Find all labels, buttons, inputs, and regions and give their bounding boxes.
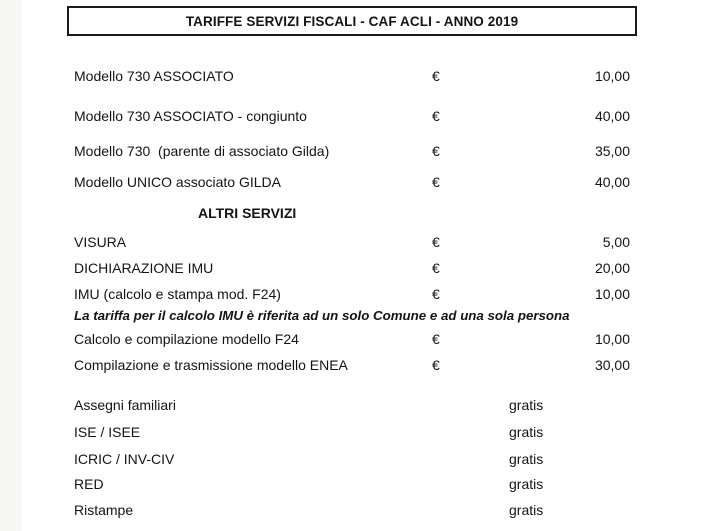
service-price-free: gratis [509,451,544,467]
price-row-f24 [0,329,716,349]
currency-symbol: € [432,174,440,190]
service-amount: 10,00 [594,331,630,347]
service-label: Compilazione e trasmissione modello ENEA [74,357,348,373]
service-label: VISURA [74,234,127,250]
currency-symbol: € [432,286,440,302]
service-label: Modello 730 (parente di associato Gilda) [74,143,330,159]
service-amount: 5,00 [602,234,630,250]
service-label: Assegni familiari [74,397,176,413]
service-label: Ristampe [74,502,134,518]
price-row-enea [0,355,716,375]
section-heading-altri-servizi: ALTRI SERVIZI [198,205,297,221]
free-row-ristampe [0,500,716,520]
service-label: Modello UNICO associato GILDA [74,174,281,190]
price-row-dichiarazione-imu [0,258,716,278]
price-row-730-associato [0,66,716,86]
currency-symbol: € [432,260,440,276]
service-label: RED [74,476,104,492]
document-title-text: TARIFFE SERVIZI FISCALI - CAF ACLI - ANNO 2019 [185,13,519,29]
free-row-red [0,474,716,494]
service-price-free: gratis [509,476,544,492]
document-title [67,6,637,36]
service-price-free: gratis [509,502,544,518]
free-row-icric-inv-civ [0,449,716,469]
currency-symbol: € [432,357,440,373]
service-price-free: gratis [509,397,544,413]
service-label: Modello 730 ASSOCIATO - congiunto [74,108,307,124]
currency-symbol: € [432,143,440,159]
service-label: IMU (calcolo e stampa mod. F24) [74,286,281,302]
service-label: DICHIARAZIONE IMU [74,260,214,276]
service-label: Calcolo e compilazione modello F24 [74,331,299,347]
currency-symbol: € [432,108,440,124]
currency-symbol: € [432,331,440,347]
service-amount: 10,00 [594,286,630,302]
service-label: ISE / ISEE [74,424,141,440]
service-label: Modello 730 ASSOCIATO [74,68,234,84]
currency-symbol: € [432,68,440,84]
price-row-730-congiunto [0,106,716,126]
service-label: ICRIC / INV-CIV [74,451,175,467]
price-row-730-parente [0,141,716,161]
service-price-free: gratis [509,424,544,440]
price-row-unico-gilda [0,172,716,192]
free-row-assegni-familiari [0,395,716,415]
service-amount: 20,00 [594,260,630,276]
currency-symbol: € [432,234,440,250]
service-amount: 10,00 [594,68,630,84]
imu-note: La tariffa per il calcolo IMU è riferita ad un solo Comune e ad una sola persona [74,308,570,323]
price-row-visura [0,232,716,252]
service-amount: 40,00 [594,174,630,190]
service-amount: 40,00 [594,108,630,124]
service-amount: 30,00 [594,357,630,373]
price-row-imu-f24 [0,284,716,304]
service-amount: 35,00 [594,143,630,159]
free-row-ise-isee [0,422,716,442]
